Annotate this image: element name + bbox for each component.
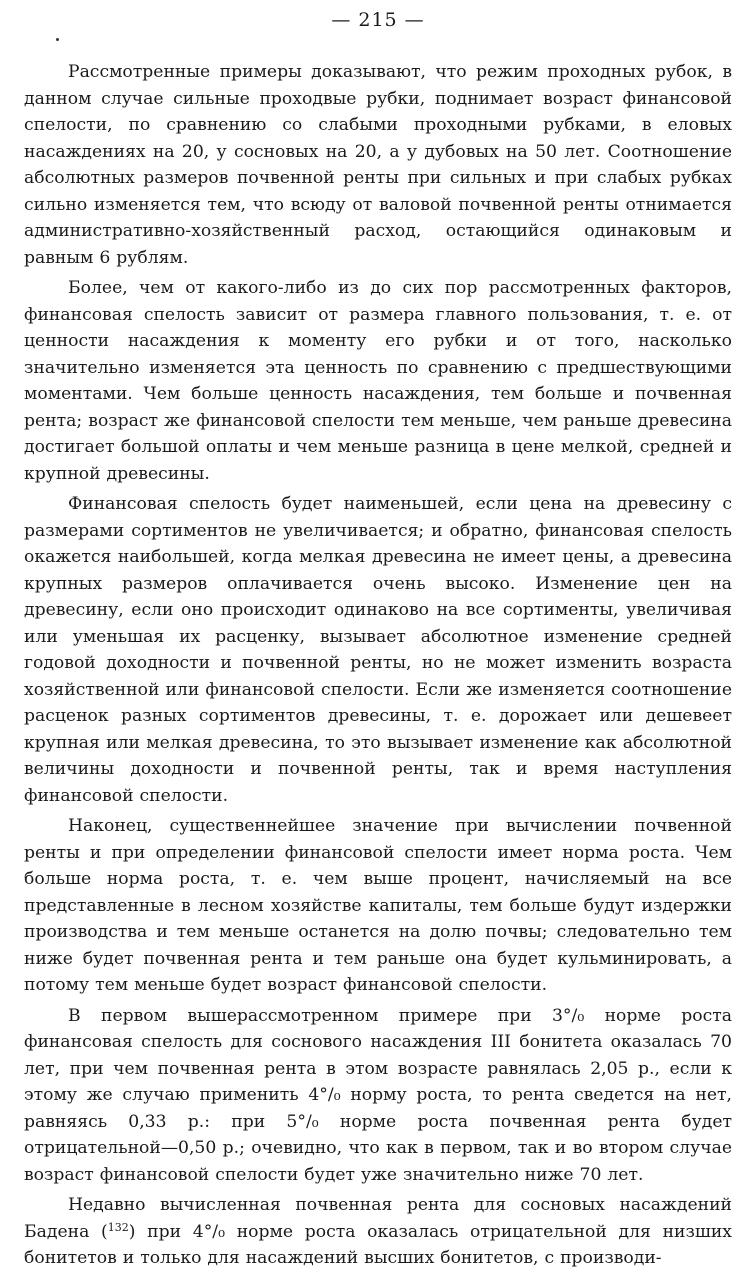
footnote-reference: 132 [107, 1220, 129, 1234]
paragraph-6-text-before: Недавно вычисленная почвенная рента для сосновых насаждений Бадена ( [24, 1195, 732, 1242]
paragraph-2: Более, чем от какого-либо из до сих пор рассмотренных факторов, финансовая спелость зависит от размера главного пользования, т. е. от ценности насаждения к моменту его рубки и от того, насколько значительно изменяется эта ценность по сравнению с предшествующими моментами. Чем больше ценность насаждения, тем больше и почвенная рента; возраст же финансовой спелости тем меньше, чем раньше древесина достигает большой оплаты и чем меньше разница в цене мелкой, средней и крупной древесины. [24, 278, 732, 484]
paragraph-4: Наконец, существеннейшее значение при вычислении почвенной ренты и при определении финансовой спелости имеет норма роста. Чем больше норма роста, т. е. чем выше процент, начисляемый на все представленные в лесном хозяйстве капиталы, тем больше будут издержки производства и тем меньше останется на долю почвы; следовательно тем ниже будет почвенная рента и тем раньше она будет кульминировать, а потому тем меньше будет возраст финансовой спелости. [24, 816, 732, 995]
ink-speck [56, 38, 59, 41]
document-page [24, 0, 732, 1267]
paragraph-6-text-after: ) при 4°/₀ норме роста оказалась отрицательной для низших бонитетов и только для насаждений высших бонитетов, с производи- [24, 1221, 732, 1268]
paragraph-6 [24, 1192, 732, 1272]
paragraph-3: Финансовая спелость будет наименьшей, если цена на древесину с размерами сортиментов не увеличивается; и обратно, финансовая спелость окажется наибольшей, когда мелкая древесина не имеет цены, а древесина крупных размеров оплачивается очень высоко. Изменение цен на древесину, если оно происходит одинаково на все сортименты, увеличивая или уменьшая их расценку, вызывает абсолютное изменение средней годовой доходности и почвенной ренты, но не может изменить возраста хозяйственной или финансовой спелости. Если же изменяется соотношение расценок разных сортиментов древесины, т. е. дорожает или дешевеет крупная или мелкая древесина, то это вызывает изменение как абсолютной величины доходности и почвенной ренты, так и время наступления финансовой спелости. [24, 494, 732, 806]
paragraph-5: В первом вышерассмотренном примере при 3°/₀ норме роста финансовая спелость для соснового насаждения III бонитета оказалась 70 лет, при чем почвенная рента в этом возрасте равнялась 2,05 р., если к этому же случаю применить 4°/₀ норму роста, то рента сведется на нет, равняясь 0,33 р.: при 5°/₀ норме роста почвенная рента будет отрицательной—0,50 р.; очевидно, что как в первом, так и во втором случае возраст финансовой спелости будет уже значительно ниже 70 лет. [24, 1005, 732, 1185]
body-text [24, 59, 732, 1272]
paragraph-1: Рассмотренные примеры доказывают, что режим проходных рубок, в данном случае сильные проходвые рубки, поднимает возраст финансовой спелости, по сравнению со слабыми проходными рубками, в еловых насаждениях на 20, у сосновых на 20, а у дубовых на 50 лет. Соотношение абсолютных размеров почвенной ренты при сильных и при слабых рубках сильно изменяется тем, что всюду от валовой почвенной ренты отнимается административно-хозяйственный расход, остающийся одинаковым и равным 6 рублям. [24, 62, 732, 268]
page-number: — 215 — [331, 9, 425, 31]
